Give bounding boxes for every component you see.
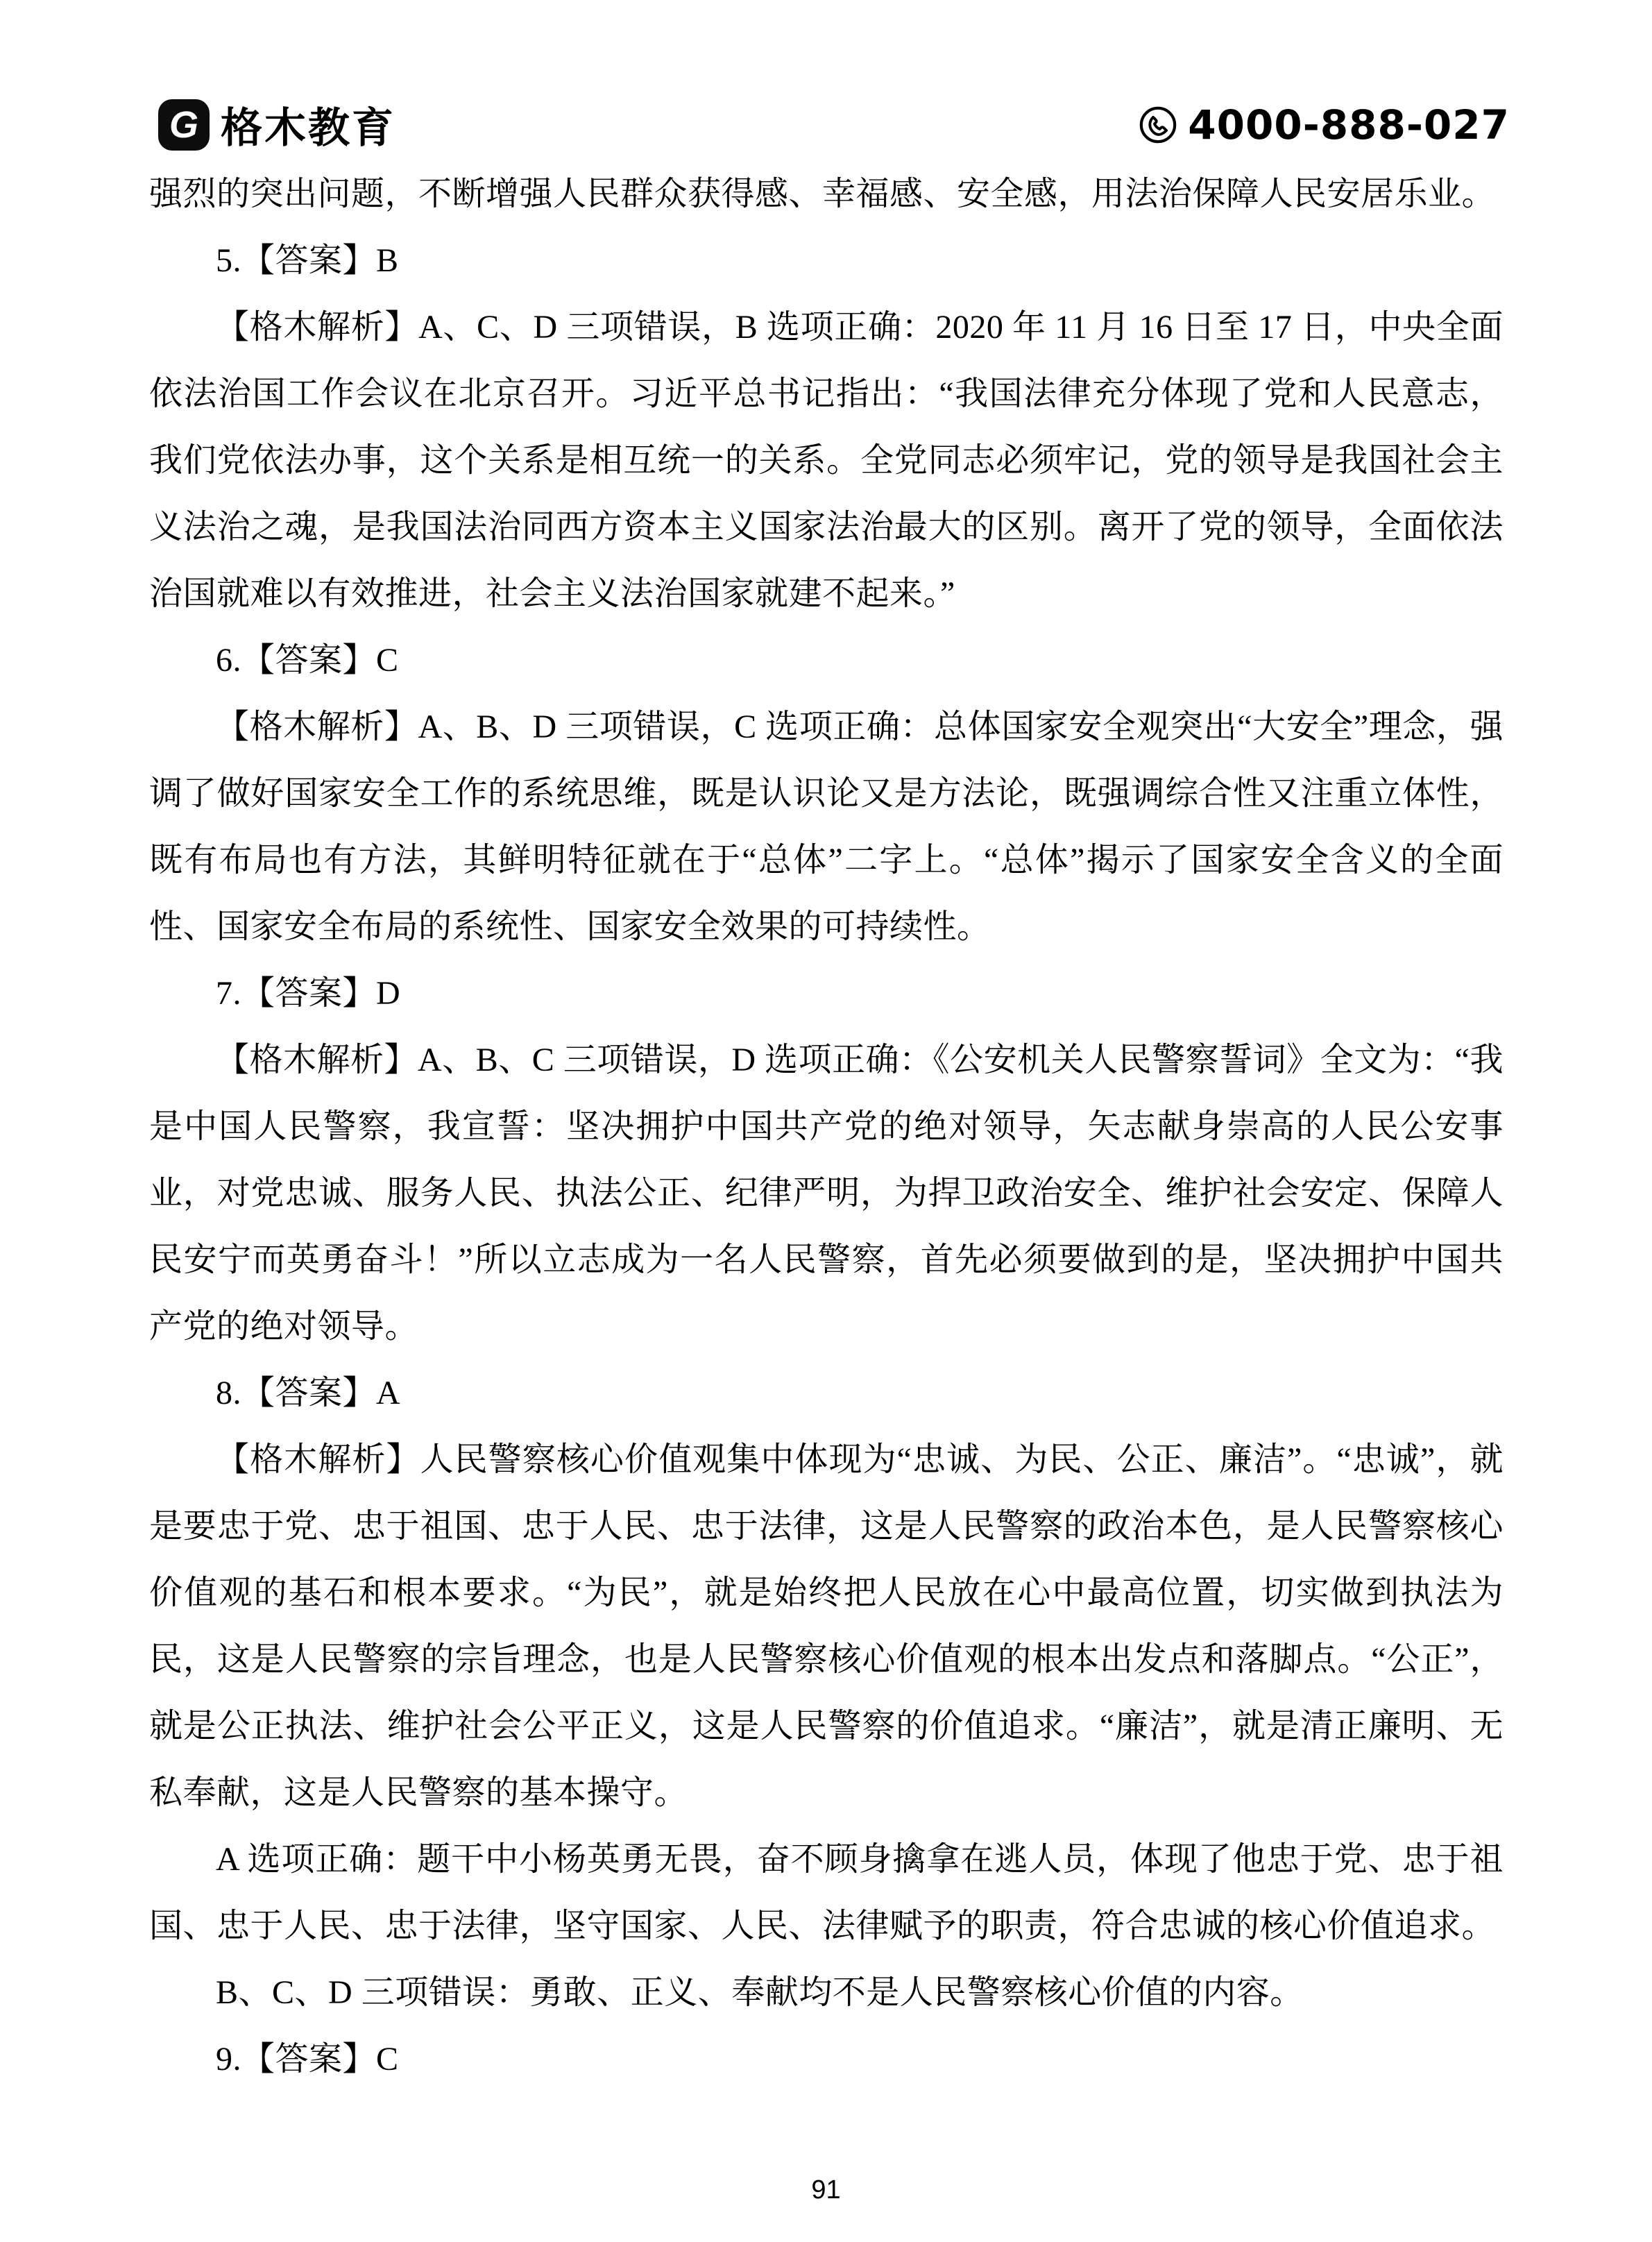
analysis-6: 【格木解析】A、B、D 三项错误，C 选项正确：总体国家安全观突出“大安全”理念，强调了做好国家安全工作的系统思维，既是认识论又是方法论，既强调综合性又注重立体性，既有布局也有方法，其鲜明特征就在于“总体”二字上。“总体”揭示了国家安全含义的全面性、国家安全布局的系统性、国家安全效果的可持续性。 bbox=[149, 708, 1504, 945]
answer-5: 5.【答案】B bbox=[216, 242, 399, 279]
page-header bbox=[158, 96, 1510, 154]
document-body bbox=[149, 161, 1504, 2093]
brand-name: 格木教育 bbox=[221, 105, 395, 151]
continuation-text: 强烈的突出问题，不断增强人民群众获得感、幸福感、安全感，用法治保障人民安居乐业。 bbox=[149, 176, 1496, 212]
page-number: 91 bbox=[811, 2175, 841, 2205]
answer-6: 6.【答案】C bbox=[216, 642, 399, 679]
answer-8: 8.【答案】A bbox=[216, 1375, 401, 1411]
answer-7: 7.【答案】D bbox=[216, 975, 401, 1012]
gemu-logo-icon: G bbox=[158, 99, 210, 151]
phone-icon bbox=[1138, 105, 1178, 145]
analysis-7: 【格木解析】A、B、C 三项错误，D 选项正确：《公安机关人民警察誓词》全文为：“我是中国人民警察，我宣誓：坚决拥护中国共产党的绝对领导，矢志献身崇高的人民公安事业，对党忠诚、服务人民、执法公正、纪律严明，为捍卫政治安全、维护社会安定、保障人民安宁而英勇奋斗！”所以立志成为一名人民警察，首先必须要做到的是，坚决拥护中国共产党的绝对领导。 bbox=[149, 1042, 1504, 1345]
phone-contact bbox=[1138, 101, 1510, 148]
answer-9: 9.【答案】C bbox=[216, 2041, 399, 2078]
analysis-8-option-a: A 选项正确：题干中小杨英勇无畏，奋不顾身擒拿在逃人员，体现了他忠于党、忠于祖国、忠于人民、忠于法律，坚守国家、人民、法律赋予的职责，符合忠诚的核心价值追求。 bbox=[149, 1841, 1504, 1944]
phone-number: 4000-888-027 bbox=[1188, 101, 1510, 148]
analysis-8-options-bcd: B、C、D 三项错误：勇敢、正义、奉献均不是人民警察核心价值的内容。 bbox=[216, 1974, 1304, 2011]
analysis-5: 【格木解析】A、C、D 三项错误，B 选项正确：2020 年 11 月 16 日至 17 日，中央全面依法治国工作会议在北京召开。习近平总书记指出：“我国法律充分体现了党和人民意志，我们党依法办事，这个关系是相互统一的关系。全党同志必须牢记，党的领导是我国社会主义法治之魂，是我国法治同西方资本主义国家法治最大的区别。离开了党的领导，全面依法治国就难以有效推进，社会主义法治国家就建不起来。” bbox=[149, 309, 1504, 612]
header-logo bbox=[158, 95, 395, 155]
analysis-8: 【格木解析】人民警察核心价值观集中体现为“忠诚、为民、公正、廉洁”。“忠诚”，就是要忠于党、忠于祖国、忠于人民、忠于法律，这是人民警察的政治本色，是人民警察核心价值观的基石和根本要求。“为民”，就是始终把人民放在心中最高位置，切实做到执法为民，这是人民警察的宗旨理念，也是人民警察核心价值观的根本出发点和落脚点。“公正”，就是公正执法、维护社会公平正义，这是人民警察的价值追求。“廉洁”，就是清正廉明、无私奉献，这是人民警察的基本操守。 bbox=[149, 1441, 1504, 1811]
page-footer bbox=[0, 2177, 1652, 2203]
